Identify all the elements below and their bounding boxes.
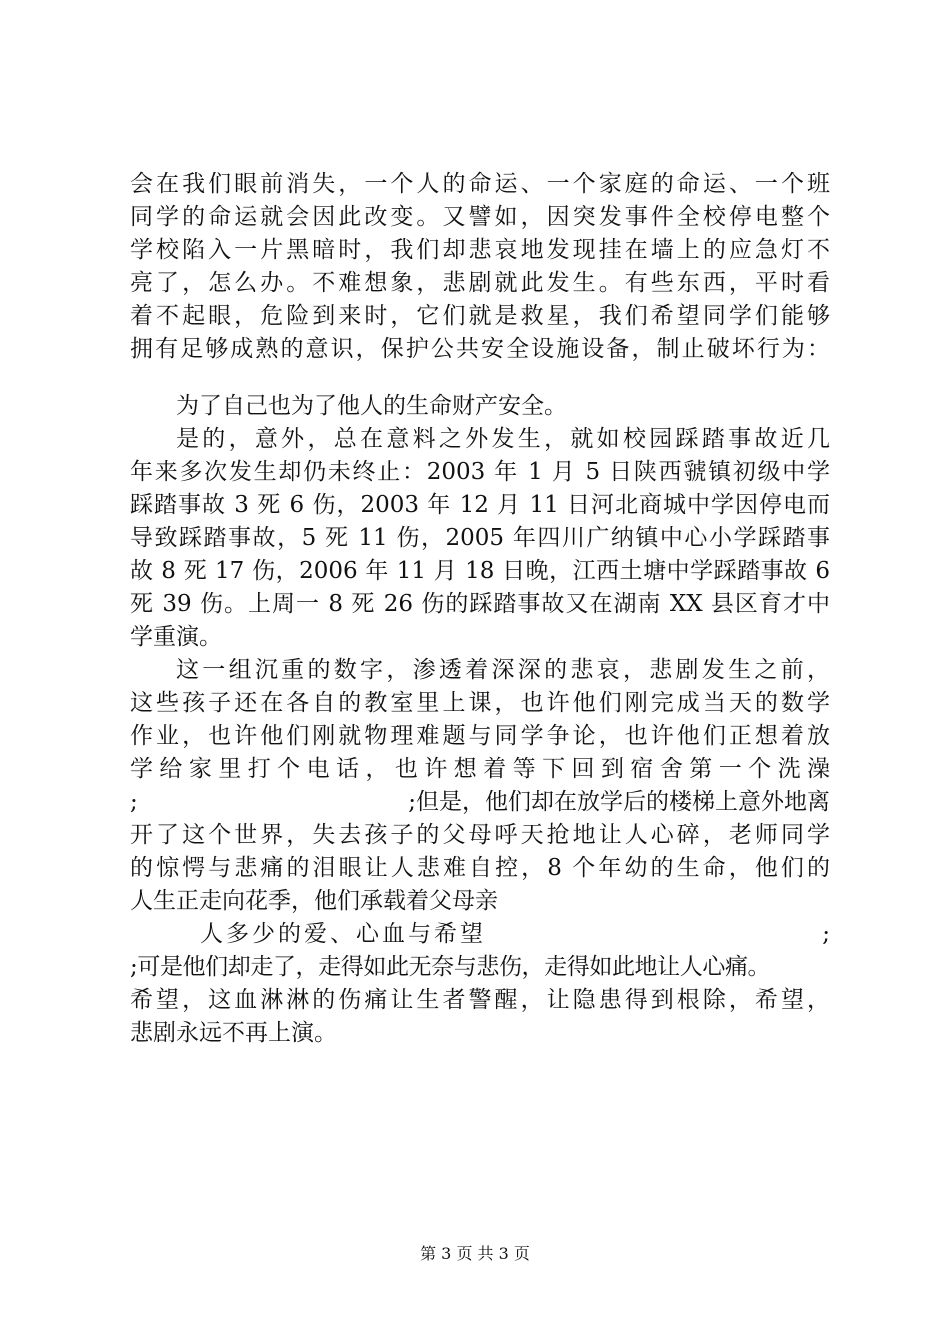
- text-line: 悲剧永远不再上演。: [130, 1020, 337, 1046]
- text-line: [130, 786, 830, 819]
- text-line: 踩踏事故 3 死 6 伤，2003 年 12 月 11 日河北商城中学因停电而: [130, 492, 830, 518]
- text-line: [130, 918, 830, 951]
- text-line: 学校陷入一片黑暗时，我们却悲哀地发现挂在墙上的应急灯不: [130, 237, 830, 263]
- text-line: ;可是他们却走了，走得如此无奈与悲伤，走得如此地让人心痛。: [130, 954, 771, 980]
- text-line: 学给家里打个电话，也许想着等下回到宿舍第一个洗澡: [130, 756, 830, 782]
- text-line: 希望，这血淋淋的伤痛让生者警醒，让隐患得到根除，希望，: [130, 987, 830, 1013]
- semicolon-left: ;: [130, 789, 138, 815]
- text-line: 同学的命运就会因此改变。又譬如，因突发事件全校停电整个: [130, 204, 830, 230]
- text-line: 这一组沉重的数字，渗透着深深的悲哀，悲剧发生之前，: [176, 657, 830, 683]
- text-line: 亮了，怎么办。不难想象，悲剧就此发生。有些东西，平时看: [130, 270, 830, 296]
- text-line: 的惊愕与悲痛的泪眼让人悲难自控，8 个年幼的生命，他们的: [130, 855, 830, 881]
- text-line: 会在我们眼前消失，一个人的命运、一个家庭的命运、一个班: [130, 171, 830, 197]
- text-line: 故 8 死 17 伤，2006 年 11 月 18 日晚，江西土塘中学踩踏事故 6: [130, 558, 830, 584]
- text-line: 年来多次发生却仍未终止：2003 年 1 月 5 日陕西虢镇初级中学: [130, 459, 830, 485]
- text-line: 拥有足够成熟的意识，保护公共安全设施设备，制止破坏行为：: [130, 336, 830, 362]
- text-line: 学重演。: [130, 624, 222, 650]
- text-line: 人生正走向花季，他们承载着父母亲: [130, 888, 498, 914]
- semicolon-right: ;: [822, 921, 830, 947]
- text-fragment: 人多少的爱、心血与希望: [200, 921, 486, 947]
- text-line: 这些孩子还在各自的教室里上课，也许他们刚完成当天的数学: [130, 690, 830, 716]
- text-line: 作业，也许他们刚就物理难题与同学争论，也许他们正想着放: [130, 723, 830, 749]
- text-line: 开了这个世界，失去孩子的父母呼天抢地让人心碎，老师同学: [130, 822, 830, 848]
- text-line: 死 39 伤。上周一 8 死 26 伤的踩踏事故又在湖南 XX 县区育才中: [130, 591, 830, 617]
- text-line: 着不起眼，危险到来时，它们就是救星，我们希望同学们能够: [130, 303, 830, 329]
- paragraph-gap: [130, 366, 830, 390]
- document-body: [130, 168, 830, 1050]
- text-line: 为了自己也为了他人的生命财产安全。: [176, 393, 567, 419]
- text-line: 导致踩踏事故，5 死 11 伤，2005 年四川广纳镇中心小学踩踏事: [130, 525, 830, 551]
- semicolon-continuation: ;但是，他们却在放学后的楼梯上意外地离: [408, 789, 830, 815]
- text-line: 是的，意外，总在意料之外发生，就如校园踩踏事故近几: [176, 426, 830, 452]
- page-footer: 第 3 页 共 3 页: [420, 1244, 530, 1263]
